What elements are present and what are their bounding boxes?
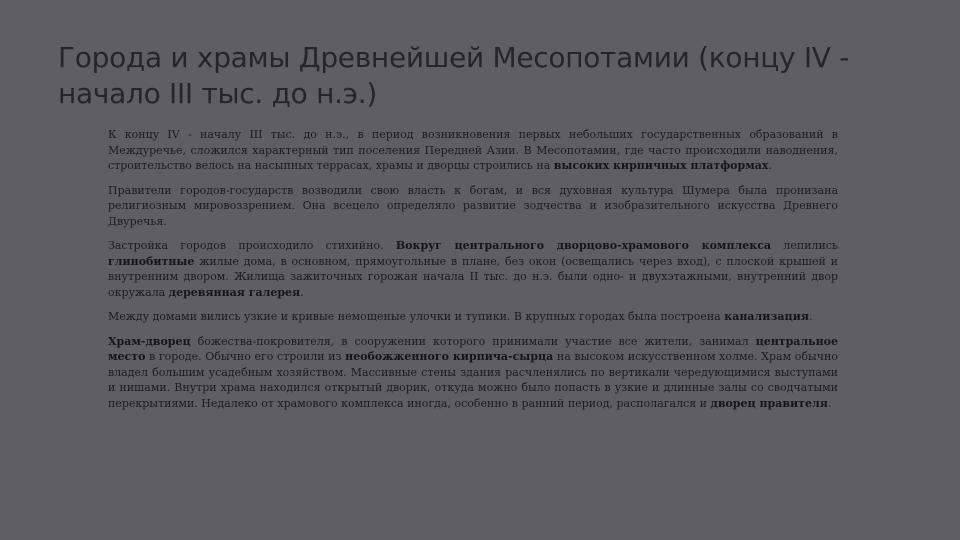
- paragraph-3-text: лепились: [771, 239, 838, 252]
- paragraph-5-text: на высоком искусственном холме. Храм обычно владел большим усадебным хозяйством. Массивные стены здания расчленялись по вертикали чередующимися выступами и нишами. Внутри храма находился открытый дворик, откуда можно было попасть в узкие и длинные залы со сводчатыми перекрытиями. Недалеко от храмового комплекса иногда, особенно в ранний период, располагался и: [108, 350, 838, 410]
- paragraph-4-text: .: [808, 310, 813, 323]
- paragraph-5: [108, 334, 838, 412]
- paragraph-4: [108, 309, 838, 325]
- bold-phrase: дворец правителя: [710, 396, 828, 410]
- paragraph-2-text: Правители городов-государств возводили свою власть к богам, и вся духовная культура Шумера была пронизана религиозным мировоззрением. Она всецело определяло развитие зодчества и изобразительного искусства Древнего Двуречья.: [108, 183, 838, 228]
- paragraph-5-text: божества-покровителя, в сооружении которого принимали участие все жители, занимал: [190, 334, 756, 348]
- paragraph-1-text: .: [768, 159, 772, 172]
- paragraph-5-text: .: [827, 396, 832, 410]
- paragraph-1-text: К концу IV - началу III тыс. до н.э., в период возникновения первых небольших государственных образований в Междуречье, сложился характерный тип поселения Передней Азии. В Месопотамии, где часто происходили наводнения, строительство велось на насыпных террасах, храмы и дворцы строились на: [108, 128, 838, 172]
- paragraph-3-text: жилые дома, в основном, прямоугольные в плане, без окон (освещались через вход), с плоской крышей и внутренним двором. Жилища зажиточных горожан начала II тыс. до н.э. были одно- и двухэтажными, внутренний двор окружала: [108, 254, 838, 299]
- bold-phrase: высоких кирпичных платформах: [553, 159, 769, 172]
- paragraph-3: [108, 238, 838, 300]
- slide-title: Города и храмы Древнейшей Месопотамии (концу IV - начало III тыс. до н.э.): [58, 41, 850, 110]
- bold-phrase: Храм-дворец: [108, 334, 191, 348]
- bold-phrase: центральное место: [108, 334, 838, 363]
- bold-phrase: глинобитные: [108, 254, 195, 268]
- slide-body: [108, 127, 838, 420]
- paragraph-2: [108, 183, 838, 230]
- bold-phrase: канализация: [724, 310, 809, 323]
- paragraph-3-text: .: [300, 285, 304, 299]
- paragraph-3-text: Застройка городов происходило стихийно.: [108, 239, 396, 252]
- bold-phrase: Вокруг центрального дворцово-храмового комплекса: [395, 239, 772, 252]
- bold-phrase: деревянная галерея: [168, 285, 301, 299]
- bold-phrase: необожженного кирпича-сырца: [345, 350, 554, 363]
- paragraph-4-text: Между домами вились узкие и кривые немощеные улочки и тупики. В крупных городах была построена: [108, 310, 725, 323]
- paragraph-5-text: в городе. Обычно его строили из: [145, 350, 346, 363]
- paragraph-1: [108, 127, 838, 174]
